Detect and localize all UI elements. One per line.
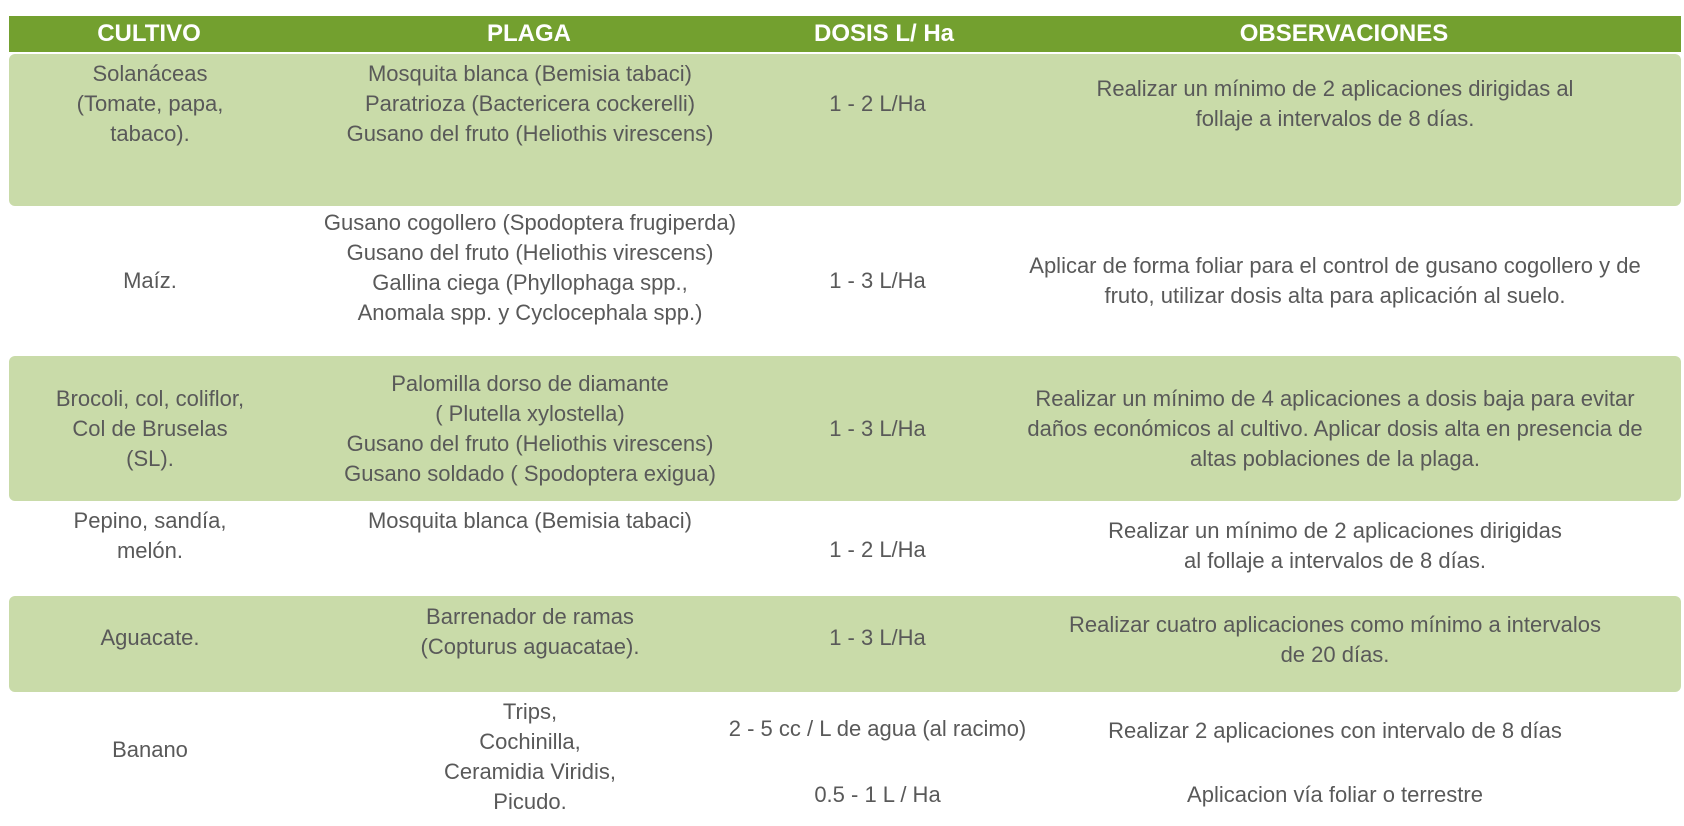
cultivo-line: Maíz. <box>123 268 177 293</box>
observaciones-line: al follaje a intervalos de 8 días. <box>1183 548 1487 573</box>
plaga-cell <box>290 58 770 150</box>
cultivo-line: Solanáceas <box>92 61 208 86</box>
cultivo-line: melón. <box>116 538 184 563</box>
cultivo-line: (Tomate, papa, <box>76 91 224 116</box>
plaga-line: (Copturus aguacatae). <box>420 634 640 659</box>
observaciones-cell <box>990 514 1680 578</box>
plaga-line: Mosquita blanca (Bemisia tabaci) <box>367 61 693 86</box>
observaciones-line: Realizar un mínimo de 2 aplicaciones dirigidas <box>1108 518 1562 543</box>
plaga-cell <box>290 695 770 819</box>
plaga-line: Gusano del fruto (Heliothis virescens) <box>346 121 714 146</box>
plaga-line: Mosquita blanca (Bemisia tabaci) <box>367 508 693 533</box>
plaga-line: Paratrioza (Bactericera cockerelli) <box>364 91 696 116</box>
cultivo-line: Aguacate. <box>100 625 200 650</box>
plaga-line: Ceramidia Viridis, <box>444 759 616 784</box>
observaciones-cell <box>990 777 1680 813</box>
cultivo-cell <box>10 58 290 150</box>
header-dosis: DOSIS L/ Ha <box>813 20 955 47</box>
plaga-line: Gusano cogollero (Spodoptera frugiperda) <box>323 210 737 235</box>
plaga-line: Gallina ciega (Phyllophaga spp., <box>372 270 688 295</box>
cultivo-line: (SL). <box>126 445 174 471</box>
plaga-line: Gusano del fruto (Heliothis virescens) <box>346 240 714 265</box>
observaciones-line: fruto, utilizar dosis alta para aplicación al suelo. <box>1104 283 1566 308</box>
cultivo-cell <box>10 730 290 770</box>
plaga-line: Picudo. <box>493 789 567 814</box>
plaga-cell <box>290 208 770 328</box>
observaciones-cell <box>990 58 1680 150</box>
observaciones-line: Aplicacion vía foliar o terrestre <box>1187 782 1483 807</box>
plaga-line: Gusano soldado ( Spodoptera exigua) <box>344 460 716 486</box>
cultivo-line: tabaco). <box>110 121 190 146</box>
observaciones-cell <box>990 208 1680 354</box>
dosis-value: 1 - 3 L/Ha <box>829 625 926 650</box>
observaciones-line: follaje a intervalos de 8 días. <box>1195 106 1475 131</box>
dosis-value: 1 - 3 L/Ha <box>829 415 926 441</box>
dosis-value: 1 - 3 L/Ha <box>829 268 926 293</box>
header-plaga: PLAGA <box>487 20 571 47</box>
observaciones-line: Realizar 2 aplicaciones con intervalo de 8 días <box>1108 718 1562 743</box>
cultivo-cell <box>10 596 290 680</box>
cultivo-line: Banano <box>112 737 188 762</box>
plaga-line: ( Plutella xylostella) <box>435 400 625 426</box>
plaga-cell <box>290 506 770 546</box>
dosis-value: 1 - 2 L/Ha <box>829 537 926 562</box>
observaciones-cell <box>990 356 1680 501</box>
header-observaciones: OBSERVACIONES <box>1239 20 1449 47</box>
observaciones-line: Realizar cuatro aplicaciones como mínimo a intervalos <box>1069 612 1601 637</box>
cultivo-line: Brocoli, col, coliflor, <box>55 385 245 411</box>
plaga-line: Barrenador de ramas <box>426 604 634 629</box>
plaga-line: Cochinilla, <box>479 729 581 754</box>
observaciones-line: daños económicos al cultivo. Aplicar dosis alta en presencia de <box>1027 415 1643 441</box>
observaciones-cell <box>990 713 1680 749</box>
observaciones-line: de 20 días. <box>1280 642 1390 667</box>
cultivo-cell <box>10 208 290 354</box>
plaga-cell <box>290 596 770 668</box>
dosis-value: 2 - 5 cc / L de agua (al racimo) <box>728 716 1027 741</box>
plaga-line: Palomilla dorso de diamante <box>391 370 669 396</box>
plaga-line: Trips, <box>502 699 558 724</box>
dosis-value: 1 - 2 L/Ha <box>829 91 926 116</box>
cultivo-cell <box>10 506 290 586</box>
cultivo-line: Pepino, sandía, <box>73 508 227 533</box>
observaciones-cell <box>990 608 1680 672</box>
observaciones-line: altas poblaciones de la plaga. <box>1190 445 1480 471</box>
plaga-line: Anomala spp. y Cyclocephala spp.) <box>357 300 703 325</box>
table-header <box>9 16 1681 52</box>
dosis-value: 0.5 - 1 L / Ha <box>814 782 941 807</box>
cultivo-line: Col de Bruselas <box>72 415 228 441</box>
observaciones-line: Realizar un mínimo de 2 aplicaciones dirigidas al <box>1096 76 1574 101</box>
observaciones-line: Aplicar de forma foliar para el control de gusano cogollero y de <box>1029 253 1641 278</box>
observaciones-line: Realizar un mínimo de 4 aplicaciones a dosis baja para evitar <box>1035 385 1635 411</box>
plaga-line: Gusano del fruto (Heliothis virescens) <box>346 430 714 456</box>
cultivo-cell <box>10 356 290 501</box>
plaga-cell <box>290 356 770 501</box>
header-cultivo: CULTIVO <box>97 20 201 47</box>
